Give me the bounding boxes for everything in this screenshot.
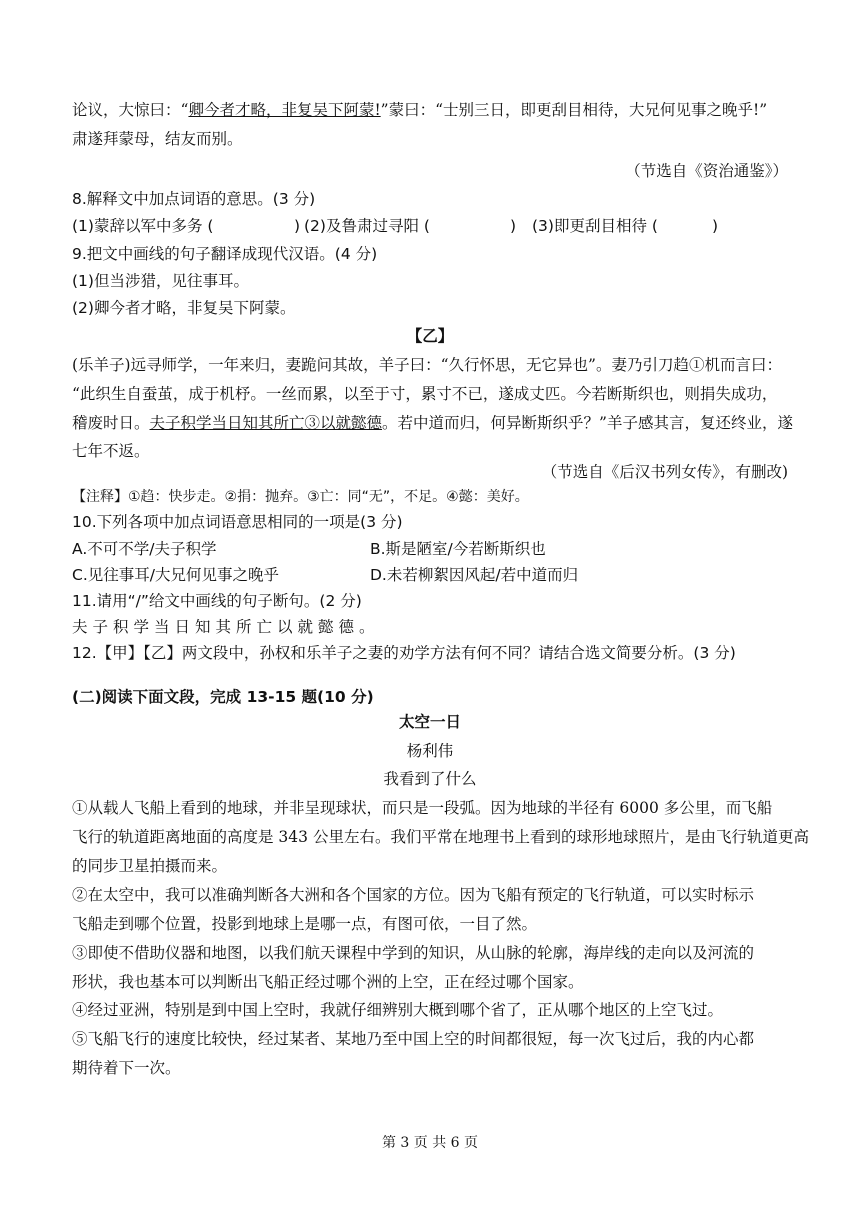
q8-item-1-end: ) <box>294 217 301 235</box>
passage-yi-notes: 【注释】①趋：快步走。②捐：抛弃。③亡：同“无”，不足。④懿：美好。 <box>72 489 529 505</box>
paragraph-1-line-1: ①从载人飞船上看到的地球，并非呈现球状，而只是一段弧。因为地球的半径有 6000 多公里，而飞船 <box>72 799 773 817</box>
question-12-title: 12.【甲】【乙】两文段中，孙权和乐羊子之妻的劝学方法有何不同？请结合选文简要分析。(3 分) <box>72 644 736 662</box>
question-10-title: 10.下列各项中加点词语意思相同的一项是(3 分) <box>72 513 403 531</box>
passage-yi-heading: 【乙】 <box>406 327 454 345</box>
article-author: 杨利伟 <box>406 742 454 760</box>
paragraph-5-line-2: 期待着下一次。 <box>72 1059 181 1077</box>
passage-yi-line-1: (乐羊子)远寻师学，一年来归，妻跪问其故，羊子曰：“久行怀思，无它异也”。妻乃引刀趋①机而言曰： <box>72 356 782 374</box>
passage-yi-line-4: 七年不返。 <box>72 442 150 460</box>
text: 论议，大惊曰：“ <box>72 101 189 119</box>
page-number: 第 3 页 共 6 页 <box>381 1135 479 1151</box>
q10-option-c: C.见往事耳/大兄何见事之晚乎 <box>72 566 279 584</box>
question-11-sentence: 夫子积学当日知其所亡以就懿德。 <box>72 618 380 636</box>
paragraph-3-line-1: ③即使不借助仪器和地图，以我们航天课程中学到的知识，从山脉的轮廓，海岸线的走向以及河流的 <box>72 944 755 962</box>
passage-jia-source: （节选自《资治通鉴》） <box>625 162 788 180</box>
paragraph-2-line-2: 飞船走到哪个位置，投影到地球上是哪一点，有图可依，一目了然。 <box>72 915 538 933</box>
paragraph-2-line-1: ②在太空中，我可以准确判断各大洲和各个国家的方位。因为飞船有预定的飞行轨道，可以实时标示 <box>72 886 755 904</box>
paragraph-4-line-1: ④经过亚洲，特别是到中国上空时，我就仔细辨别大概到哪个省了，正从哪个地区的上空飞过。 <box>72 1001 724 1019</box>
q10-option-b: B.斯是陋室/今若断斯织也 <box>370 540 546 558</box>
paragraph-5-line-1: ⑤飞船飞行的速度比较快，经过某者、某地乃至中国上空的时间都很短，每一次飞过后，我的内心都 <box>72 1030 755 1048</box>
q10-option-d: D.未若柳絮因风起/若中道而归 <box>370 566 579 584</box>
question-11-title: 11.请用“/”给文中画线的句子断句。(2 分) <box>72 592 362 610</box>
underlined-sentence: 卿今者才略，非复吴下阿蒙! <box>188 101 381 119</box>
passage-jia-line-1 <box>72 99 788 121</box>
paragraph-1-line-3: 的同步卫星拍摄而来。 <box>72 857 228 875</box>
q8-item-2: (2)及鲁肃过寻阳 ( <box>304 217 430 235</box>
question-9-title: 9.把文中画线的句子翻译成现代汉语。(4 分) <box>72 245 378 263</box>
text: 。若中道而归，何异断斯织乎？”羊子感其言，复还终业，遂 <box>382 414 793 432</box>
article-subtitle: 我看到了什么 <box>383 770 477 788</box>
text: 稽废时日。 <box>72 414 150 432</box>
q8-item-3: (3)即更刮目相待 ( <box>532 217 658 235</box>
question-9-item-1: (1)但当涉猎，见往事耳。 <box>72 272 249 290</box>
article-title: 太空一日 <box>398 713 461 731</box>
q8-item-3-end: ) <box>712 217 719 235</box>
passage-jia-line-2: 肃遂拜蒙母，结友而别。 <box>72 130 243 148</box>
text: ”蒙曰：“士别三日，即更刮目相待，大兄何见事之晚乎!” <box>380 101 768 119</box>
paragraph-1-line-2: 飞行的轨道距离地面的高度是 343 公里左右。我们平常在地理书上看到的球形地球照片，是由飞行轨道更高 <box>72 828 809 846</box>
q8-item-2-end: ) <box>510 217 517 235</box>
paragraph-3-line-2: 形状，我也基本可以判断出飞船正经过哪个洲的上空，正在经过哪个国家。 <box>72 973 584 991</box>
passage-yi-source: （节选自《后汉书列女传》，有删改) <box>541 463 788 481</box>
question-9-item-2: (2)卿今者才略，非复吴下阿蒙。 <box>72 299 296 317</box>
passage-yi-line-2: “此织生自蚕茧，成于机杼。一丝而累，以至于寸，累寸不已，遂成丈匹。今若断斯织也，则捐失成功， <box>72 385 778 403</box>
q10-option-a: A.不可不学/夫子积学 <box>72 540 217 558</box>
passage-yi-line-3 <box>72 412 793 434</box>
question-8-title: 8.解释文中加点词语的意思。(3 分) <box>72 190 316 208</box>
q8-item-1: (1)蒙辞以军中多务 ( <box>72 217 214 235</box>
section-2-heading: (二)阅读下面文段，完成 13-15 题(10 分) <box>72 688 374 706</box>
underlined-sentence: 夫子积学当日知其所亡③以就懿德 <box>149 414 383 432</box>
